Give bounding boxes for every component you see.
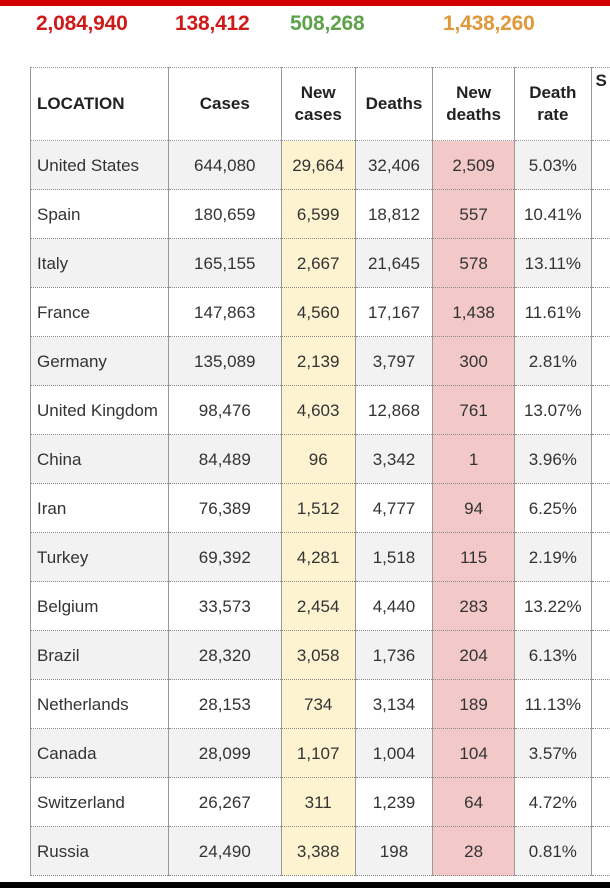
header-new-deaths-line2: deaths [446,105,502,124]
cell-new-deaths: 578 [433,239,515,288]
cell-cases: 28,320 [168,631,281,680]
cell-deaths: 32,406 [355,141,432,190]
cases-table-container [30,67,610,876]
header-cases[interactable] [168,68,281,141]
cell-deaths: 4,777 [355,484,432,533]
total-recovered: 508,268 [290,12,365,35]
cell-extra-cut [591,631,610,680]
cell-deaths: 21,645 [355,239,432,288]
header-new-cases[interactable] [281,68,355,141]
cell-new-cases: 6,599 [281,190,355,239]
table-row [31,729,610,778]
cell-death-rate: 3.57% [515,729,591,778]
cell-death-rate: 11.61% [515,288,591,337]
header-death-rate[interactable] [515,68,591,141]
cell-deaths: 12,868 [355,386,432,435]
cell-extra-cut [591,533,610,582]
cell-deaths: 1,518 [355,533,432,582]
cell-new-deaths: 2,509 [433,141,515,190]
cell-new-cases: 734 [281,680,355,729]
table-header-row [31,68,610,141]
cell-new-deaths: 64 [433,778,515,827]
cell-death-rate: 2.81% [515,337,591,386]
header-location-label: LOCATION [37,94,125,113]
total-active: 1,438,260 [443,12,535,35]
cell-deaths: 18,812 [355,190,432,239]
cell-extra-cut [591,827,610,876]
cell-location: Switzerland [31,778,169,827]
cell-cases: 24,490 [168,827,281,876]
cell-new-cases: 4,281 [281,533,355,582]
cell-location: China [31,435,169,484]
cell-extra-cut [591,386,610,435]
cell-new-deaths: 28 [433,827,515,876]
cell-cases: 644,080 [168,141,281,190]
cell-location: Italy [31,239,169,288]
bottom-edge-bar [0,882,610,888]
cell-location: France [31,288,169,337]
cell-location: Brazil [31,631,169,680]
header-new-cases-line2: cases [294,105,342,124]
cell-cases: 135,089 [168,337,281,386]
cell-cases: 147,863 [168,288,281,337]
cell-death-rate: 10.41% [515,190,591,239]
cell-location: Turkey [31,533,169,582]
header-death-rate-line2: rate [537,105,569,124]
header-location[interactable] [31,68,169,141]
cell-deaths: 4,440 [355,582,432,631]
table-row [31,288,610,337]
cell-location: Iran [31,484,169,533]
cell-death-rate: 2.19% [515,533,591,582]
cell-new-deaths: 557 [433,190,515,239]
cases-table [30,67,610,876]
table-row [31,778,610,827]
cell-location: Russia [31,827,169,876]
cell-deaths: 3,342 [355,435,432,484]
header-new-deaths[interactable] [433,68,515,141]
cell-location: United States [31,141,169,190]
cell-new-cases: 2,667 [281,239,355,288]
cell-new-cases: 29,664 [281,141,355,190]
cell-extra-cut [591,729,610,778]
table-row [31,631,610,680]
cell-extra-cut [591,337,610,386]
table-row [31,827,610,876]
cell-cases: 98,476 [168,386,281,435]
cell-death-rate: 13.11% [515,239,591,288]
cell-death-rate: 5.03% [515,141,591,190]
cell-new-deaths: 283 [433,582,515,631]
cell-new-cases: 96 [281,435,355,484]
cell-cases: 33,573 [168,582,281,631]
header-death-rate-line1: Death [529,83,577,102]
cell-extra-cut [591,435,610,484]
cell-location: Germany [31,337,169,386]
cell-new-cases: 2,139 [281,337,355,386]
top-accent-bar [0,0,610,6]
cell-extra-cut [591,680,610,729]
cell-new-deaths: 94 [433,484,515,533]
cell-extra-cut [591,239,610,288]
cell-new-deaths: 1,438 [433,288,515,337]
cell-extra-cut [591,141,610,190]
cell-death-rate: 13.07% [515,386,591,435]
cell-new-cases: 311 [281,778,355,827]
cell-deaths: 198 [355,827,432,876]
header-extra-cut[interactable] [591,68,610,141]
cell-death-rate: 11.13% [515,680,591,729]
table-row [31,337,610,386]
cell-new-deaths: 104 [433,729,515,778]
cell-new-cases: 3,058 [281,631,355,680]
cell-extra-cut [591,778,610,827]
cell-cases: 28,153 [168,680,281,729]
cell-deaths: 1,736 [355,631,432,680]
cell-new-deaths: 189 [433,680,515,729]
cell-extra-cut [591,190,610,239]
global-totals [0,12,610,42]
cell-deaths: 1,239 [355,778,432,827]
cell-new-cases: 4,560 [281,288,355,337]
cell-deaths: 3,134 [355,680,432,729]
cell-location: Spain [31,190,169,239]
cell-deaths: 17,167 [355,288,432,337]
cell-death-rate: 4.72% [515,778,591,827]
cell-new-deaths: 1 [433,435,515,484]
cell-cases: 69,392 [168,533,281,582]
header-cases-label: Cases [199,94,250,113]
cell-death-rate: 6.25% [515,484,591,533]
cell-new-deaths: 204 [433,631,515,680]
table-row [31,386,610,435]
header-new-cases-line1: New [300,83,336,102]
header-new-deaths-line1: New [456,83,492,102]
cell-cases: 165,155 [168,239,281,288]
cell-new-deaths: 300 [433,337,515,386]
table-row [31,484,610,533]
table-row [31,141,610,190]
table-row [31,239,610,288]
cell-location: Netherlands [31,680,169,729]
cell-new-deaths: 115 [433,533,515,582]
cell-deaths: 3,797 [355,337,432,386]
cell-new-cases: 1,512 [281,484,355,533]
cell-cases: 28,099 [168,729,281,778]
header-extra-label: S [595,71,607,90]
cell-death-rate: 6.13% [515,631,591,680]
cell-death-rate: 0.81% [515,827,591,876]
cell-death-rate: 3.96% [515,435,591,484]
cell-new-cases: 1,107 [281,729,355,778]
cell-new-cases: 4,603 [281,386,355,435]
cell-location: Belgium [31,582,169,631]
cell-extra-cut [591,484,610,533]
total-cases: 2,084,940 [36,12,128,35]
header-deaths-label: Deaths [365,94,423,113]
cell-death-rate: 13.22% [515,582,591,631]
cell-cases: 84,489 [168,435,281,484]
cell-new-cases: 2,454 [281,582,355,631]
cell-cases: 76,389 [168,484,281,533]
table-row [31,582,610,631]
cell-location: Canada [31,729,169,778]
table-row [31,435,610,484]
cell-extra-cut [591,582,610,631]
table-row [31,190,610,239]
cell-cases: 26,267 [168,778,281,827]
header-deaths[interactable] [355,68,432,141]
table-row [31,680,610,729]
cell-deaths: 1,004 [355,729,432,778]
cell-new-cases: 3,388 [281,827,355,876]
table-row [31,533,610,582]
cell-location: United Kingdom [31,386,169,435]
total-deaths: 138,412 [175,12,250,35]
cell-extra-cut [591,288,610,337]
cell-new-deaths: 761 [433,386,515,435]
cell-cases: 180,659 [168,190,281,239]
